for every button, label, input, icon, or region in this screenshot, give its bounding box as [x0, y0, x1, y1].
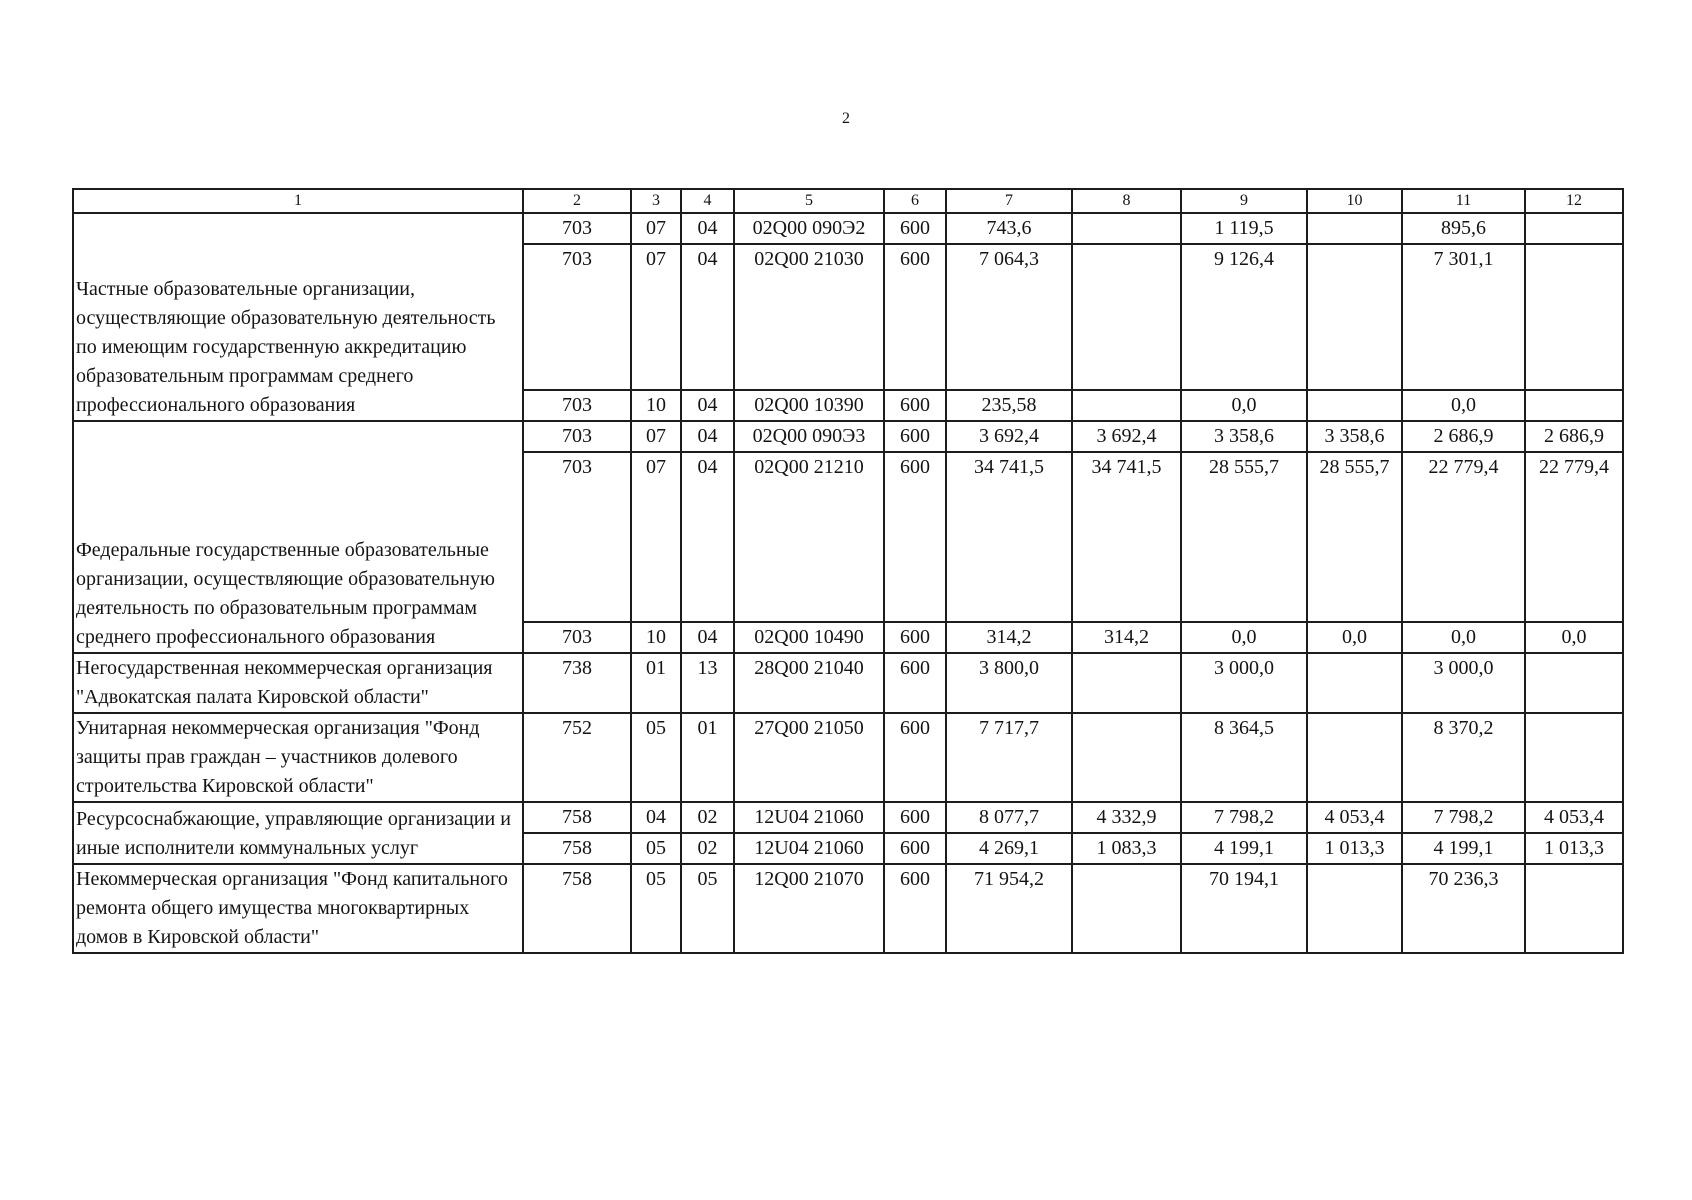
table-row [73, 864, 1623, 953]
table-cell: 7 798,2 [1181, 802, 1307, 833]
table-cell [1307, 244, 1402, 390]
table-cell: 743,6 [946, 213, 1072, 244]
table-cell [1525, 653, 1623, 713]
column-header: 6 [884, 189, 946, 213]
table-cell: 0,0 [1181, 622, 1307, 653]
table-cell: 703 [523, 421, 631, 452]
table-cell: 02Q00 10390 [734, 390, 884, 421]
table-cell: 4 332,9 [1072, 802, 1181, 833]
table-cell: 703 [523, 622, 631, 653]
table-cell: 600 [884, 452, 946, 622]
table-cell [1072, 244, 1181, 390]
table-row [73, 421, 1623, 452]
column-header: 9 [1181, 189, 1307, 213]
table-cell: 758 [523, 864, 631, 953]
table-cell: 314,2 [946, 622, 1072, 653]
table-cell: 703 [523, 390, 631, 421]
column-header: 8 [1072, 189, 1181, 213]
table-cell: 4 053,4 [1307, 802, 1402, 833]
table-cell: 7 798,2 [1402, 802, 1525, 833]
table-cell: 600 [884, 802, 946, 833]
table-body [73, 189, 1623, 953]
table-cell: 3 692,4 [946, 421, 1072, 452]
table-cell: 71 954,2 [946, 864, 1072, 953]
table-cell: 738 [523, 653, 631, 713]
table-cell: 02Q00 21210 [734, 452, 884, 622]
table-cell: 600 [884, 622, 946, 653]
row-description: Федеральные государственные образовательные организации, осуществляющие образовательную деятельность по образовательным программам среднего профессионального образования [73, 421, 523, 653]
column-header: 4 [681, 189, 734, 213]
table-cell: 28Q00 21040 [734, 653, 884, 713]
table-cell [1307, 713, 1402, 802]
table-cell: 600 [884, 421, 946, 452]
table-cell: 895,6 [1402, 213, 1525, 244]
table-cell: 05 [681, 864, 734, 953]
row-description: Унитарная некоммерческая организация "Фонд защиты прав граждан – участников долевого строительства Кировской области" [73, 713, 523, 802]
table-cell: 752 [523, 713, 631, 802]
table-cell [1072, 653, 1181, 713]
table-cell: 600 [884, 713, 946, 802]
table-cell [1307, 213, 1402, 244]
table-row [73, 213, 1623, 244]
table-cell: 70 236,3 [1402, 864, 1525, 953]
table-cell: 10 [631, 390, 681, 421]
table-cell: 34 741,5 [1072, 452, 1181, 622]
table-cell: 02Q00 090Э3 [734, 421, 884, 452]
table-cell: 8 370,2 [1402, 713, 1525, 802]
table-cell: 02Q00 10490 [734, 622, 884, 653]
table-cell: 04 [631, 802, 681, 833]
table-header-row [73, 189, 1623, 213]
table-cell: 28 555,7 [1181, 452, 1307, 622]
table-cell: 9 126,4 [1181, 244, 1307, 390]
table-cell: 07 [631, 452, 681, 622]
table-cell: 28 555,7 [1307, 452, 1402, 622]
table-cell [1525, 390, 1623, 421]
column-header: 1 [73, 189, 523, 213]
table-cell [1072, 390, 1181, 421]
table-cell: 04 [681, 390, 734, 421]
table-cell: 0,0 [1402, 390, 1525, 421]
table-cell: 600 [884, 244, 946, 390]
table-cell: 703 [523, 213, 631, 244]
table-cell: 314,2 [1072, 622, 1181, 653]
table-cell: 0,0 [1307, 622, 1402, 653]
table-cell: 4 199,1 [1181, 833, 1307, 864]
table-cell: 7 717,7 [946, 713, 1072, 802]
table-cell: 235,58 [946, 390, 1072, 421]
table-cell: 13 [681, 653, 734, 713]
table-cell: 01 [681, 713, 734, 802]
table-cell: 07 [631, 421, 681, 452]
table-cell: 01 [631, 653, 681, 713]
table-cell: 04 [681, 244, 734, 390]
table-cell: 703 [523, 452, 631, 622]
table-row [73, 802, 1623, 833]
table-cell: 05 [631, 864, 681, 953]
table-cell: 3 000,0 [1402, 653, 1525, 713]
table-cell: 1 083,3 [1072, 833, 1181, 864]
table-cell: 0,0 [1525, 622, 1623, 653]
table-cell: 22 779,4 [1525, 452, 1623, 622]
table-cell [1072, 864, 1181, 953]
table-cell: 04 [681, 622, 734, 653]
table-cell: 0,0 [1402, 622, 1525, 653]
table-cell: 70 194,1 [1181, 864, 1307, 953]
budget-table [72, 188, 1624, 954]
table-cell: 3 000,0 [1181, 653, 1307, 713]
column-header: 10 [1307, 189, 1402, 213]
table-cell: 8 077,7 [946, 802, 1072, 833]
table-cell: 05 [631, 833, 681, 864]
table-cell: 22 779,4 [1402, 452, 1525, 622]
page-number: 2 [842, 110, 850, 127]
table-cell: 2 686,9 [1525, 421, 1623, 452]
row-description: Негосударственная некоммерческая организация "Адвокатская палата Кировской области" [73, 653, 523, 713]
table-cell: 02Q00 21030 [734, 244, 884, 390]
column-header: 7 [946, 189, 1072, 213]
column-header: 3 [631, 189, 681, 213]
table-cell: 12U04 21060 [734, 802, 884, 833]
table-cell: 12U04 21060 [734, 833, 884, 864]
table-cell: 3 800,0 [946, 653, 1072, 713]
column-header: 2 [523, 189, 631, 213]
table-cell: 3 358,6 [1181, 421, 1307, 452]
table-cell: 07 [631, 213, 681, 244]
table-cell: 0,0 [1181, 390, 1307, 421]
table-row [73, 653, 1623, 713]
column-header: 5 [734, 189, 884, 213]
table-cell [1307, 390, 1402, 421]
table-cell: 07 [631, 244, 681, 390]
table-cell: 758 [523, 802, 631, 833]
table-cell: 12Q00 21070 [734, 864, 884, 953]
table-cell: 04 [681, 213, 734, 244]
table-cell: 02 [681, 833, 734, 864]
table-cell [1307, 864, 1402, 953]
table-cell: 600 [884, 213, 946, 244]
table-cell: 4 199,1 [1402, 833, 1525, 864]
table-cell: 27Q00 21050 [734, 713, 884, 802]
table-cell: 34 741,5 [946, 452, 1072, 622]
table-cell: 4 053,4 [1525, 802, 1623, 833]
table-cell: 600 [884, 390, 946, 421]
table-cell: 758 [523, 833, 631, 864]
column-header: 11 [1402, 189, 1525, 213]
table-cell [1525, 244, 1623, 390]
row-description: Частные образовательные организации, осуществляющие образовательную деятельность по имеющим государственную аккредитацию образовательным программам среднего профессионального образования [73, 213, 523, 421]
table-cell: 703 [523, 244, 631, 390]
table-cell: 2 686,9 [1402, 421, 1525, 452]
table-cell: 8 364,5 [1181, 713, 1307, 802]
column-header: 12 [1525, 189, 1623, 213]
table-cell: 05 [631, 713, 681, 802]
table-cell: 10 [631, 622, 681, 653]
table-row [73, 713, 1623, 802]
table-cell: 7 064,3 [946, 244, 1072, 390]
table-cell: 3 692,4 [1072, 421, 1181, 452]
table-cell: 7 301,1 [1402, 244, 1525, 390]
table-cell [1072, 713, 1181, 802]
row-description: Ресурсоснабжающие, управляющие организации и иные исполнители коммунальных услуг [73, 802, 523, 864]
table-cell: 600 [884, 864, 946, 953]
table-cell [1072, 213, 1181, 244]
row-description: Некоммерческая организация "Фонд капитального ремонта общего имущества многоквартирных домов в Кировской области" [73, 864, 523, 953]
table-cell [1525, 213, 1623, 244]
table-cell: 04 [681, 452, 734, 622]
table-cell: 1 013,3 [1307, 833, 1402, 864]
table-cell: 02Q00 090Э2 [734, 213, 884, 244]
table-cell: 3 358,6 [1307, 421, 1402, 452]
table-cell [1307, 653, 1402, 713]
table-cell: 02 [681, 802, 734, 833]
table-cell [1525, 713, 1623, 802]
table-cell: 1 119,5 [1181, 213, 1307, 244]
table-cell: 600 [884, 653, 946, 713]
table-cell: 1 013,3 [1525, 833, 1623, 864]
table-cell [1525, 864, 1623, 953]
table-cell: 600 [884, 833, 946, 864]
table-cell: 4 269,1 [946, 833, 1072, 864]
table-cell: 04 [681, 421, 734, 452]
